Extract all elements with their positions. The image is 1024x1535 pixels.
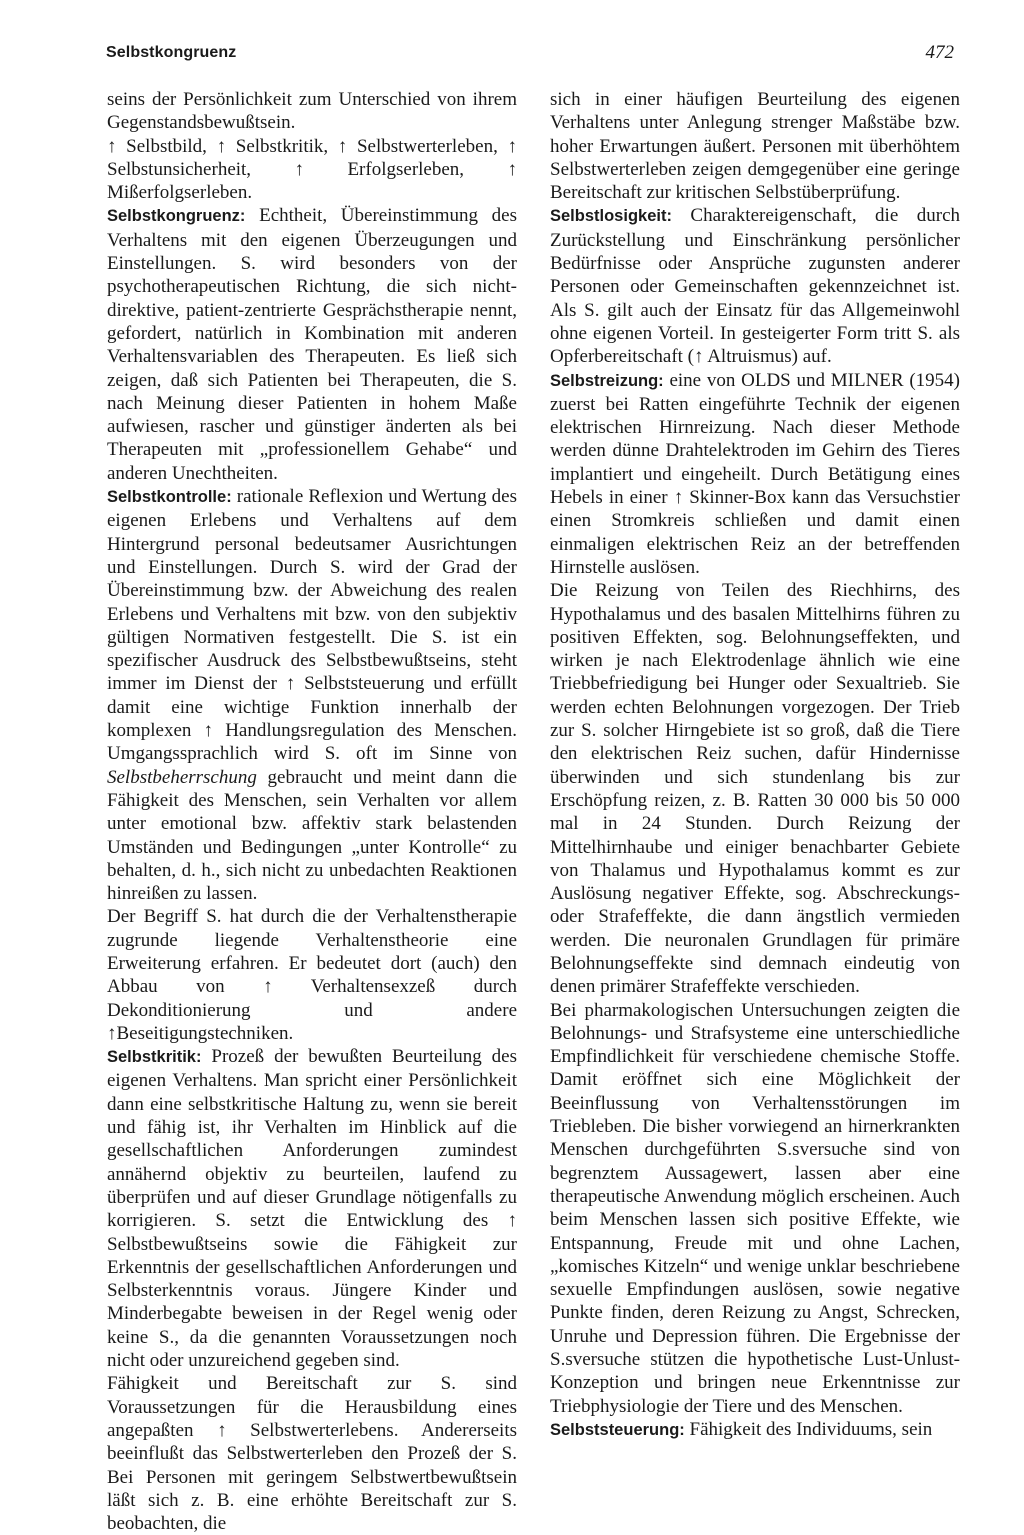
- entry-definition: Prozeß der bewußten Beurteilung des eigenen Verhaltens. Man spricht einer Persönlichkeit dann eine selbstkritische Haltung zu, wenn sie bereit und fähig ist, ihr Verhalten im Hinblick auf die gesellschaftlichen Anforderungen zumindest annähernd objektiv zu beurteilen, laufend zu überprüfen und auf dieser Grundlage nötigenfalls zu korrigieren. S. setzt die Entwicklung des ↑ Selbstbewußtseins sowie die Fähigkeit zur Erkenntnis der gesellschaftlichen Anforderungen und Selbsterkenntnis voraus. Jüngere Kinder und Minderbegabte beweisen in der Regel wenig oder keine S., da die genannten Voraussetzungen noch nicht oder unzureichend gegeben sind.: [107, 1046, 517, 1372]
- entry-term: Selbststeuerung:: [550, 1420, 685, 1439]
- entry-selbstkongruenz: [107, 204, 517, 485]
- entry-definition: Charaktereigenschaft, die durch Zurückstellung und Einschränkung persönlicher Bedürfnisse oder Ansprüche zugunsten anderer Personen oder Gemeinschaften gekennzeichnet ist. Als S. gilt auch der Einsatz für das Allgemeinwohl ohne eigenen Vorteil. In gesteigerter Form tritt S. als Opferbereitschaft (↑ Altruismus) auf.: [550, 205, 960, 368]
- continued-paragraph: seins der Persönlichkeit zum Unterschied von ihrem Gegenstandsbewußtsein.: [107, 89, 517, 134]
- entry-definition: eine von OLDS und MILNER (1954) zuerst bei Ratten eingeführte Technik der eigenen elektrischen Hirnreizung. Nach dieser Methode werden dünne Drahtelektroden im Gehirn des Tieres implantiert und eingeheilt. Durch Betätigung eines Hebels in einer ↑ Skinner-Box kann das Versuchstier einen Stromkreis schließen und damit einen einmaligen elektrischen Reiz an der betreffenden Hirnstelle auslösen.: [550, 369, 960, 578]
- entry-definition: rationale Reflexion und Wertung des eigenen Erlebens und Verhaltens auf dem Hintergrund personal bedeutsamer Ausrichtungen und Einstellungen. Durch S. wird der Grad der Übereinstimmung bzw. der Abweichung des realen Erlebens und Verhaltens mit bzw. von den subjektiv gültigen Normativen festgestellt. Die S. ist ein spezifischer Ausdruck des Selbstbewußtseins, steht immer im Dienst der ↑ Selbststeuerung und erfüllt damit eine wichtige Funktion innerhalb der komplexen ↑ Handlungsregulation des Menschen. Umgangssprachlich wird S. oft im Sinne von: [107, 486, 517, 765]
- cross-reference-list: ↑ Selbstbild, ↑ Selbstkritik, ↑ Selbstwerterleben, ↑ Selbstunsicherheit, ↑ Erfolgserleben, ↑ Mißerfolgserleben.: [107, 135, 517, 204]
- entry-definition: Fähigkeit des Individuums, sein: [684, 1418, 933, 1440]
- entry-selbstlosigkeit: [550, 204, 960, 368]
- left-column: [107, 88, 517, 1535]
- paragraph: Der Begriff S. hat durch die der Verhaltenstherapie zugrunde liegende Verhaltenstheorie eine Erweiterung erfahren. Er bedeutet dort (auch) den Abbau von ↑ Verhaltensexzeß durch Dekonditionierung und andere ↑Beseitigungstechniken.: [107, 906, 517, 1044]
- entry-term: Selbstlosigkeit:: [550, 207, 672, 226]
- running-head: Selbstkongruenz: [106, 44, 237, 61]
- entry-term: Selbstkritik:: [107, 1048, 202, 1067]
- page-number: 472: [925, 42, 954, 63]
- entry-term: Selbstkontrolle:: [107, 488, 232, 507]
- right-column: [550, 88, 960, 1442]
- entry-selbstkontrolle: [107, 485, 517, 905]
- continued-paragraph: sich in einer häufigen Beurteilung des eigenen Verhaltens unter Anlegung strenger Maßstäbe bzw. hoher Erwartungen äußert. Personen mit überhöhtem Selbstwerterleben zeigen demgegenüber eine geringe Bereitschaft zur kritischen Selbstüberprüfung.: [550, 89, 960, 204]
- paragraph: Die Reizung von Teilen des Riechhirns, des Hypothalamus und des basalen Mittelhirns führen zu positiven Effekten, sog. Belohnungseffekten, und wirken je nach Elektrodenlage ähnlich wie eine Triebbefriedigung bei Hunger oder Sexualtrieb. Sie werden echten Belohnungen vorgezogen. Der Trieb zur S. solcher Hirngebiete ist so groß, daß die Tiere den elektrischen Reiz suchen, dafür Hindernisse überwinden und sich stundenlang bis zur Erschöpfung reizen, z. B. Ratten 30 000 bis 50 000 mal in 24 Stunden. Durch Reizung der Mittelhirnhaube und einiger benachbarter Gebiete von Thalamus und Hypothalamus kommt es zur Auslösung negativer Effekte, sog. Abschreckungs- oder Strafeffekte, die dann ängstlich vermieden werden. Die neuronalen Grundlagen für primäre Belohnungseffekte sind demnach eindeutig von denen primärer Strafeffekte verschieden.: [550, 580, 960, 998]
- entry-term: Selbstkongruenz:: [107, 207, 246, 226]
- entry-definition: Echtheit, Übereinstimmung des Verhaltens mit den eigenen Überzeugungen und Einstellungen. S. wird besonders von der psychotherapeutischen Richtung, die sich nicht-direktive, patient-zentrierte Gesprächstherapie nennt, gefordert, natürlich in Kombination mit anderen Verhaltensvariablen des Therapeuten. Es ließ sich zeigen, daß sich Patienten bei Therapeuten, die S. nach Meinung dieser Patienten in hohem Maße aufwiesen, rascher und günstiger änderten als bei Therapeuten mit „professionellem Gehabe“ und anderen Unechtheiten.: [107, 205, 517, 484]
- entry-selbststeuerung: [550, 1418, 960, 1442]
- emphasized-term: Selbstbeherrschung: [107, 766, 257, 788]
- entry-term: Selbstreizung:: [550, 371, 664, 390]
- paragraph: Fähigkeit und Bereitschaft zur S. sind Voraussetzungen für die Herausbildung eines angepaßten ↑ Selbstwerterlebens. Andererseits beeinflußt das Selbstwerterleben den Prozeß der S. Bei Personen mit geringem Selbstwertbewußtsein läßt sich z. B. eine erhöhte Bereitschaft zur S. beobachten, die: [107, 1373, 517, 1535]
- entry-selbstreizung: [550, 369, 960, 580]
- paragraph: Bei pharmakologischen Untersuchungen zeigten die Belohnungs- und Strafsysteme eine unterschiedliche Empfindlichkeit für verschiedene chemische Stoffe. Damit eröffnet sich eine Möglichkeit der Beeinflussung von Verhaltensstörungen im Triebleben. Die bisher vorwiegend an hirnerkrankten Menschen durchgeführten S.sversuche sind von begrenztem Aussagewert, lassen aber eine therapeutische Anwendung möglich erscheinen. Auch beim Menschen lassen sich positive Effekte, wie Entspannung, Freude mit und ohne Lachen, „komisches Kitzeln“ und wenige unklar beschriebene sexuelle Empfindungen auslösen, sowie negative Punkte finden, deren Reizung zu Angst, Schrecken, Unruhe und Depression führen. Die Ergebnisse der S.sversuche stützen die hypothetische Lust-Unlust-Konzeption und bringen neue Erkenntnisse zur Triebphysiologie der Tiere und des Menschen.: [550, 999, 960, 1417]
- entry-definition-continued: gebraucht und meint dann die Fähigkeit des Menschen, sein Verhalten vor allem unter emotional bzw. affektiv stark belastenden Umständen und Bedingungen „unter Kontrolle“ zu behalten, d. h., sich nicht zu unbedachten Reaktionen hinreißen zu lassen.: [107, 766, 517, 905]
- entry-selbstkritik: [107, 1045, 517, 1372]
